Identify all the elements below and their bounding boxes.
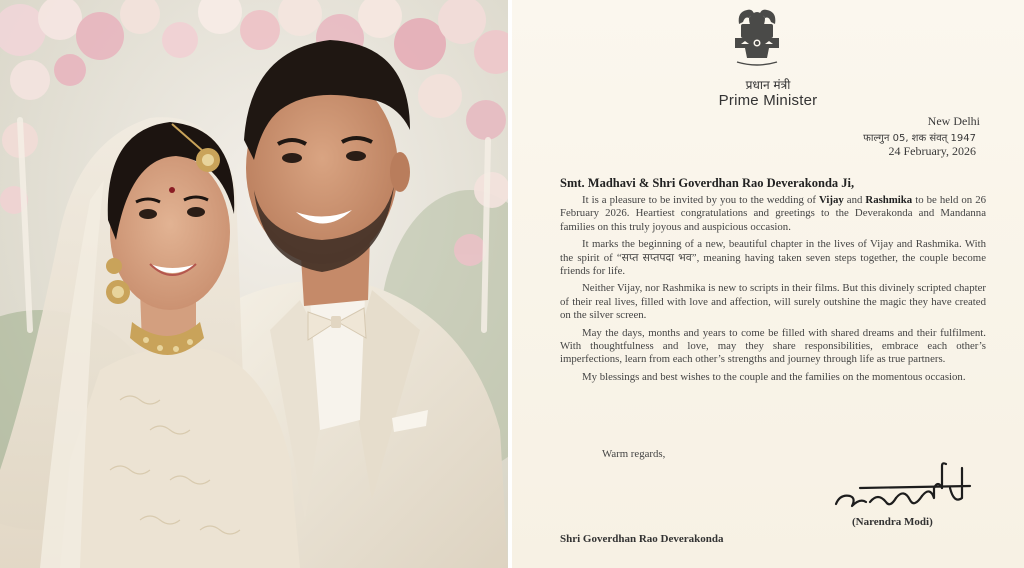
saka-date: फाल्गुन 05, शक संवत् 1947 — [863, 133, 976, 144]
paragraph-4: May the days, months and years to come be filled with shared dreams and their fulfilment. With thoughtfulness and love, may they share responsibilities, embrace each other’s imperfections, learn from each other’s strengths and journey through life as true partners. — [560, 326, 986, 366]
pm-letter — [512, 0, 1024, 568]
couple-illustration — [0, 0, 508, 568]
paragraph-3: Neither Vijay, nor Rashmika is new to scripts in their films. But this divinely scripted chapter of their real lives, filled with love and affection, will surely outshine the magic they have created on the silver screen. — [560, 282, 986, 322]
letter-place: New Delhi — [927, 114, 980, 128]
signature — [830, 458, 976, 516]
closing: Warm regards, — [602, 448, 666, 460]
paragraph-2: It marks the beginning of a new, beautiful chapter in the lives of Vijay and Rashmika. With the spirit of “सप्त सप्तपदा भव”, meaning having taken seven steps together, the couple become friends for life. — [560, 238, 986, 278]
wedding-photo — [0, 0, 508, 568]
bride-name: Rashmika — [865, 194, 913, 206]
national-emblem-icon — [727, 4, 787, 70]
signatory-name: (Narendra Modi) — [852, 516, 933, 528]
hindi-office-title: प्रधान मंत्री — [745, 78, 791, 92]
addressee: Shri Goverdhan Rao Deverakonda — [560, 533, 724, 545]
office-title: Prime Minister — [718, 92, 818, 109]
salutation: Smt. Madhavi & Shri Goverdhan Rao Deverakonda Ji, — [560, 176, 855, 190]
letter-date: 24 February, 2026 — [888, 144, 976, 158]
groom-name: Vijay — [818, 194, 844, 206]
paragraph-1: It is a pleasure to be invited by you to the wedding of Vijay and Rashmika to be held on 26 February 2026. Heartiest congratulations and greetings to the Deverakonda and Mandanna families on this truly joyous and auspicious occasion. — [560, 194, 987, 233]
paragraph-5: My blessings and best wishes to the couple and the families on the momentous occasion. — [582, 370, 966, 383]
letter-body — [560, 194, 986, 388]
